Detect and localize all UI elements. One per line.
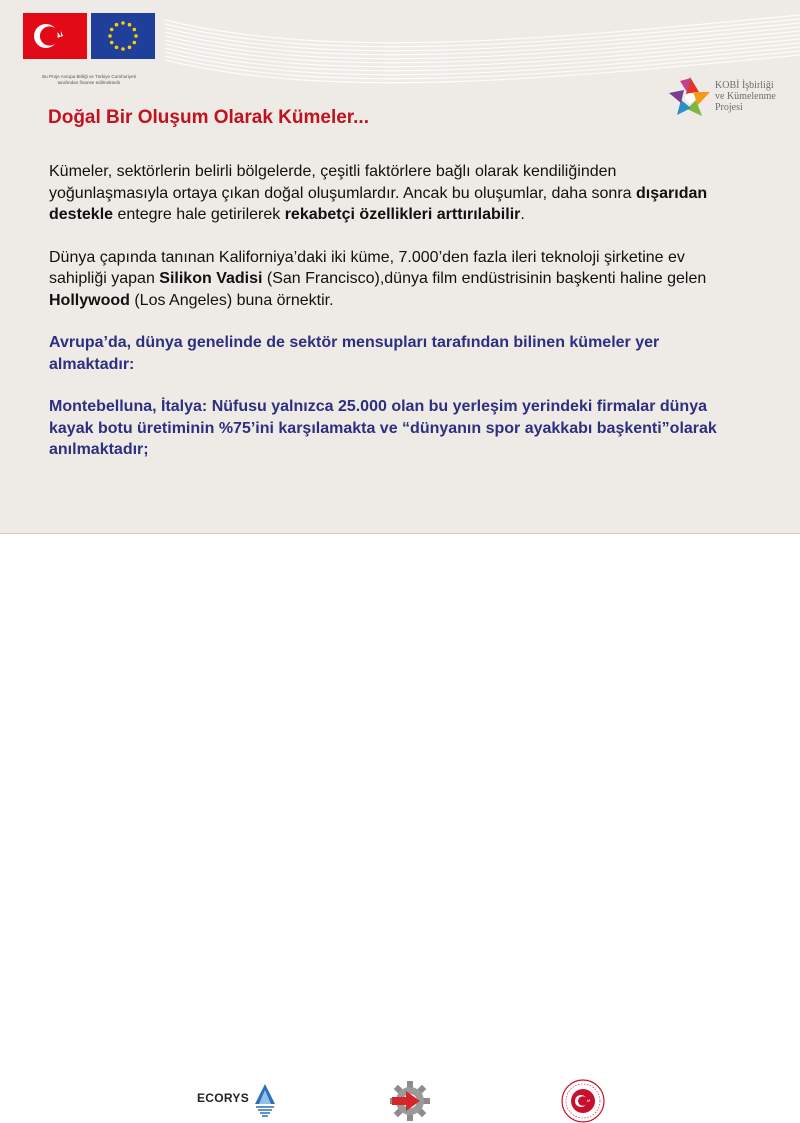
slide xyxy=(0,0,800,533)
ecorys-label: ECORYS xyxy=(197,1091,250,1105)
paragraph-california-examples: Dünya çapında tanınan Kaliforniya’daki iki küme, 7.000’den fazla ileri teknoloji şirketine ev sahipliği yapan Silikon Vadisi (San Francisco),dünya film endüstrisinin başkenti haline gelen Hollywood (Los Angeles) buna örnektir. xyxy=(49,248,707,309)
footer-logos xyxy=(0,533,800,1105)
ministry-seal-icon xyxy=(561,1079,605,1123)
kobi-project-logo-icon xyxy=(666,75,714,121)
paragraph-montebelluna: Montebelluna, İtalya: Nüfusu yalnızca 25.000 olan bu yerleşim yerindeki firmalar dünya kayak botu üretiminin %75’ini karşılamakta ve “dünyanın spor ayakkabı başkenti”olarak anılmaktadır; xyxy=(49,398,717,458)
slide-content xyxy=(49,161,739,482)
paragraph-clusters-definition: Kümeler, sektörlerin belirli bölgelerde, çeşitli faktörlere bağlı olarak kendiliğinden yoğunlaşmasıyla ortaya çıkan doğal oluşumlardır. Ancak bu oluşumlar, daha sonra dışarıdan destekle entegre hale getirilerek rekabetçi özellikleri arttırılabilir. xyxy=(49,163,708,223)
paragraph-europe-intro: Avrupa’da, dünya genelinde de sektör mensupları tarafından bilinen kümeler yer almaktadır: xyxy=(49,334,660,373)
kobi-project-name: KOBİ İşbirliği ve Kümelenme Projesi xyxy=(715,80,776,113)
ecorys-mark-icon xyxy=(254,1082,276,1120)
eu-funding-note: Bu Proje Avrupa Birliği ve Türkiye Cumhuriyeti tarafından finanse edilmektedir xyxy=(42,74,136,85)
page-title: Doğal Bir Oluşum Olarak Kümeler... xyxy=(48,107,369,128)
eu-flag-icon xyxy=(91,13,155,59)
gear-logo-icon xyxy=(385,1079,435,1123)
turkish-flag-icon xyxy=(23,13,87,59)
